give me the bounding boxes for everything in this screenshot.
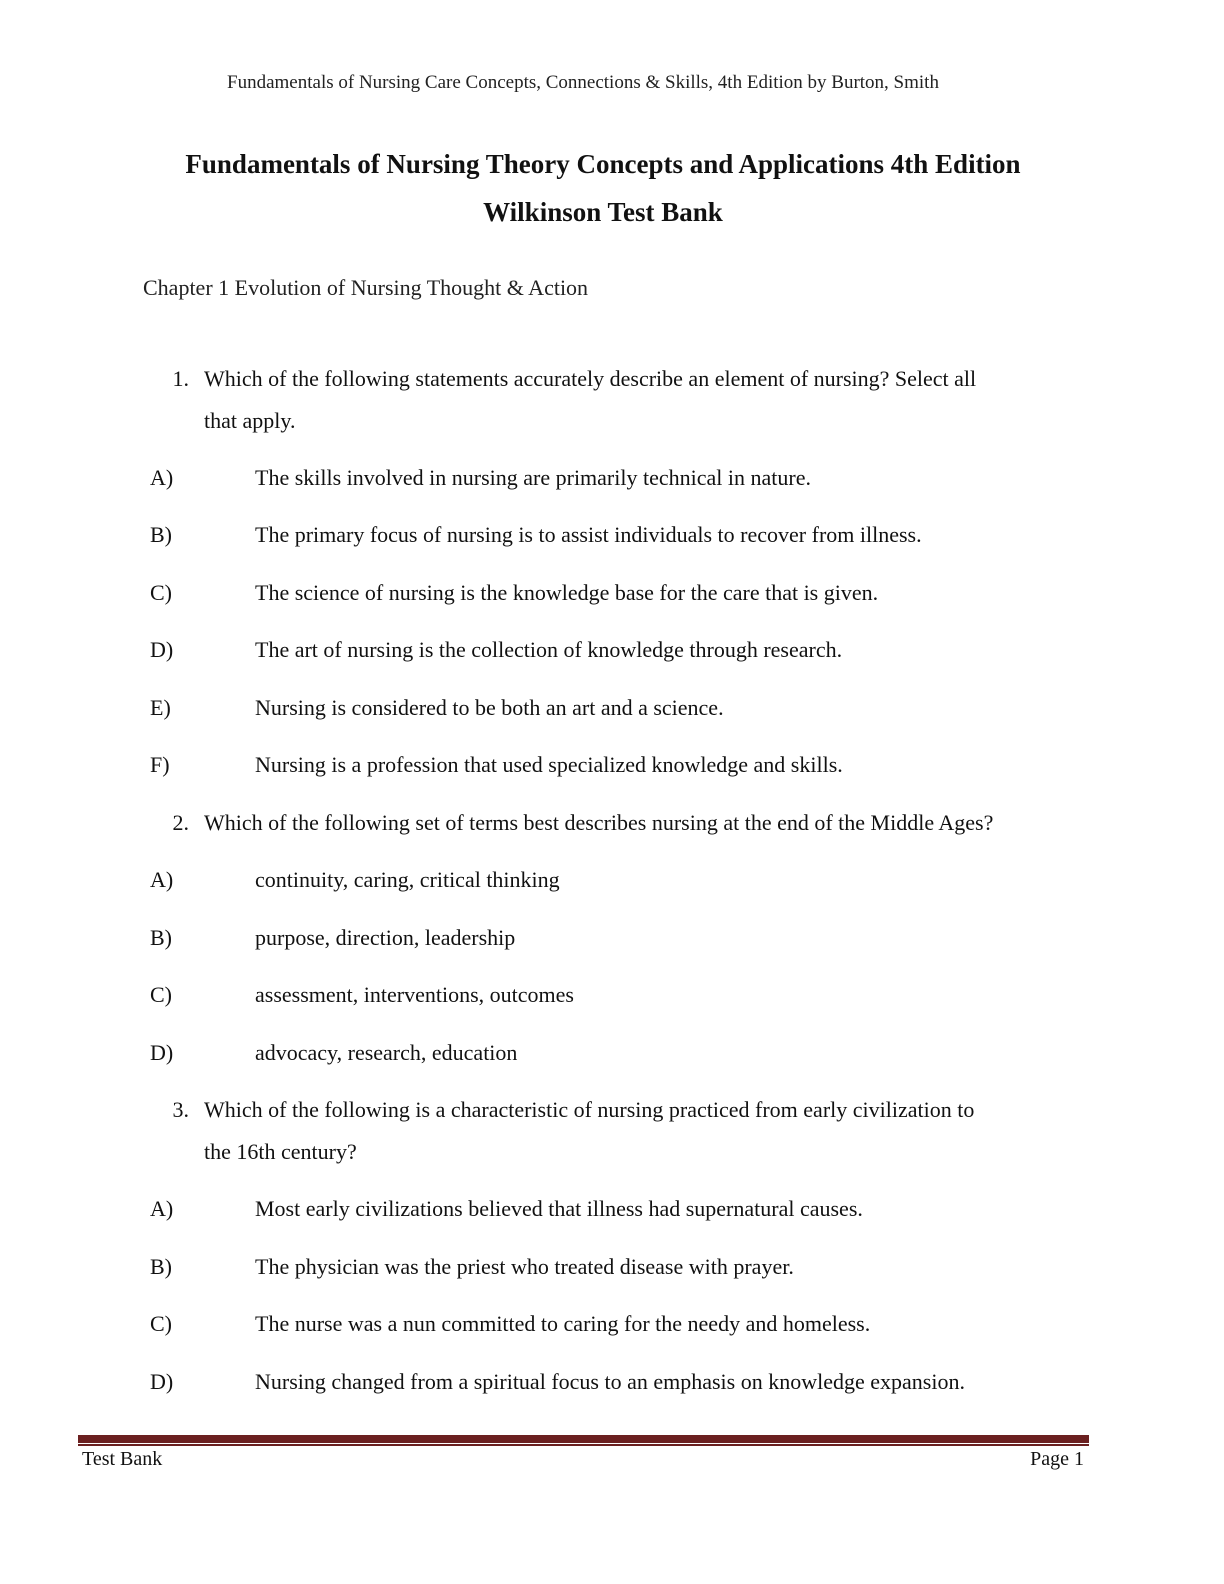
question-1-option-d-text: The art of nursing is the collection of knowledge through research.	[255, 637, 843, 662]
question-1-number: 1.	[172, 366, 189, 391]
question-1-option-d-letter: D)	[150, 637, 174, 662]
question-2-option-b-text: purpose, direction, leadership	[255, 925, 516, 950]
question-3-option-b-letter: B)	[150, 1254, 172, 1279]
question-2-option-c-letter: C)	[150, 982, 172, 1007]
page-number: Page 1	[1030, 1448, 1084, 1470]
chapter-heading: Chapter 1 Evolution of Nursing Thought & Action	[143, 275, 589, 300]
question-1-option-c-text: The science of nursing is the knowledge base for the care that is given.	[255, 580, 879, 605]
question-3-text-line-1: Which of the following is a characteristic of nursing practiced from early civilization to	[204, 1097, 975, 1122]
question-1-option-b-text: The primary focus of nursing is to assist individuals to recover from illness.	[255, 522, 922, 547]
question-1-option-a-text: The skills involved in nursing are primarily technical in nature.	[255, 465, 811, 490]
question-1-option-e-letter: E)	[150, 695, 171, 720]
footer-divider-thin	[78, 1444, 1089, 1446]
question-1-option-e-text: Nursing is considered to be both an art and a science.	[255, 695, 724, 720]
question-1-option-f-letter: F)	[150, 752, 170, 777]
question-2-option-a-letter: A)	[150, 867, 174, 892]
question-2-option-d-text: advocacy, research, education	[255, 1040, 518, 1065]
question-2-text-line-1: Which of the following set of terms best describes nursing at the end of the Middle Ages?	[204, 810, 994, 835]
question-3-option-c-text: The nurse was a nun committed to caring for the needy and homeless.	[255, 1311, 871, 1336]
question-1-text-line-1: Which of the following statements accurately describe an element of nursing? Select all	[204, 366, 977, 391]
running-header: Fundamentals of Nursing Care Concepts, Connections & Skills, 4th Edition by Burton, Smith	[227, 72, 939, 93]
question-1-option-c-letter: C)	[150, 580, 172, 605]
question-2-option-b-letter: B)	[150, 925, 172, 950]
question-3-option-a-letter: A)	[150, 1196, 174, 1221]
question-2-option-a-text: continuity, caring, critical thinking	[255, 867, 560, 892]
footer-label: Test Bank	[82, 1448, 163, 1470]
question-3-option-d-letter: D)	[150, 1369, 174, 1394]
question-2-option-c-text: assessment, interventions, outcomes	[255, 982, 574, 1007]
question-2-option-d-letter: D)	[150, 1040, 174, 1065]
question-3-option-a-text: Most early civilizations believed that illness had supernatural causes.	[255, 1196, 863, 1221]
document-title-line-1: Fundamentals of Nursing Theory Concepts and Applications 4th Edition	[185, 149, 1021, 179]
question-3-number: 3.	[172, 1097, 189, 1122]
question-3-text-line-2: the 16th century?	[204, 1139, 357, 1164]
question-1-option-a-letter: A)	[150, 465, 174, 490]
question-1-option-b-letter: B)	[150, 522, 172, 547]
question-1-option-f-text: Nursing is a profession that used specialized knowledge and skills.	[255, 752, 843, 777]
question-1-text-line-2: that apply.	[204, 408, 296, 433]
footer-divider	[78, 1435, 1089, 1443]
question-3-option-d-text: Nursing changed from a spiritual focus to an emphasis on knowledge expansion.	[255, 1369, 965, 1394]
question-2-number: 2.	[172, 810, 189, 835]
document-title-line-2: Wilkinson Test Bank	[483, 197, 723, 227]
question-3-option-b-text: The physician was the priest who treated disease with prayer.	[255, 1254, 794, 1279]
question-3-option-c-letter: C)	[150, 1311, 172, 1336]
